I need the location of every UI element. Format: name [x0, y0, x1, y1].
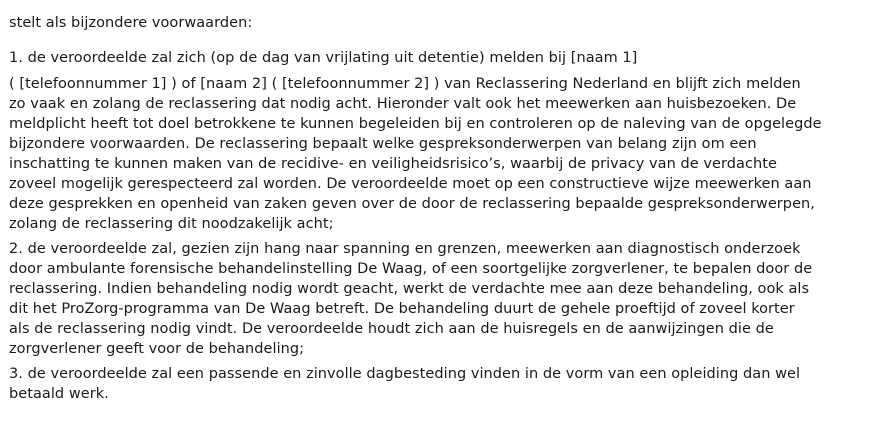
- item-2-line: zorgverlener geeft voor de behandeling;: [9, 341, 305, 357]
- item-3-text: [9, 364, 871, 404]
- item-1-line: deze gesprekken en openheid van zaken geven over de door de reclassering bepaalde gespreksonderwerpen,: [9, 196, 815, 212]
- document-body: [9, 13, 871, 409]
- item-1-line: inschatting te kunnen maken van de recidive- en veiligheidsrisico’s, waarbij de privacy van de verdachte: [9, 156, 777, 172]
- item-3-line: 3. de veroordeelde zal een passende en zinvolle dagbesteding vinden in de vorm van een opleiding dan wel: [9, 366, 801, 382]
- item-2-line: 2. de veroordeelde zal, gezien zijn hang naar spanning en grenzen, meewerken aan diagnostisch onderzoek: [9, 241, 801, 257]
- intro-line: stelt als bijzondere voorwaarden:: [9, 15, 253, 31]
- item-3-line: betaald werk.: [9, 386, 109, 402]
- item-1-line: zoveel mogelijk gerespecteerd zal worden. De veroordeelde moet op een constructieve wijze meewerken aan: [9, 176, 812, 192]
- item-2-line: dit het ProZorg-programma van De Waag betreft. De behandeling duurt de gehele proeftijd of zoveel korter: [9, 301, 795, 317]
- item-2-line: door ambulante forensische behandelinstelling De Waag, of een soortgelijke zorgverlener, te bepalen door de: [9, 261, 813, 277]
- item-1-line: zo vaak en zolang de reclassering dat nodig acht. Hieronder valt ook het meewerken aan huisbezoeken. De: [9, 96, 797, 112]
- item-2-line: reclassering. Indien behandeling nodig wordt geacht, werkt de verdachte mee aan deze behandeling, ook als: [9, 281, 810, 297]
- item-2-line: als de reclassering nodig vindt. De veroordeelde houdt zich aan de huisregels en de aanwijzingen die de: [9, 321, 774, 337]
- item-1-line: meldplicht heeft tot doel betrokkene te kunnen begeleiden bij en controleren op de naleving van de opgelegde: [9, 116, 822, 132]
- item-1-line: ( [telefoonnummer 1] ) of [naam 2] ( [telefoonnummer 2] ) van Reclassering Nederland en blijft zich melden: [9, 76, 801, 92]
- item-1-text: [9, 74, 871, 234]
- item-2-text: [9, 239, 871, 359]
- item-1-line: zolang de reclassering dit noodzakelijk acht;: [9, 216, 334, 232]
- item-1-line: bijzondere voorwaarden. De reclassering bepaalt welke gespreksonderwerpen van belang zijn om een: [9, 136, 757, 152]
- item-1-heading: 1. de veroordeelde zal zich (op de dag van vrijlating uit detentie) melden bij [naam 1]: [9, 50, 638, 66]
